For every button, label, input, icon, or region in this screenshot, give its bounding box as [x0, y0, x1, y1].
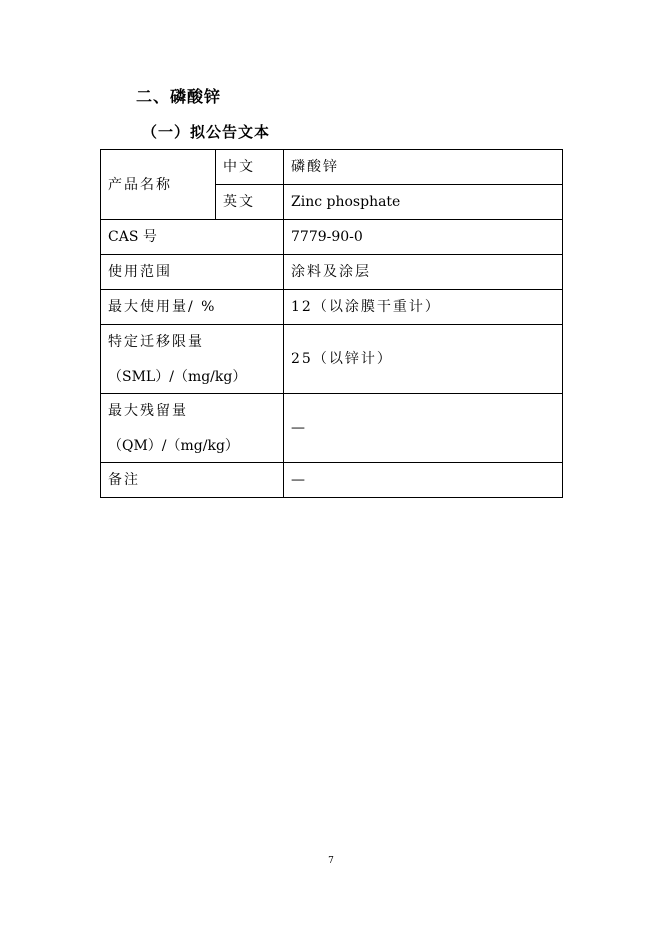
- remarks-value: —: [284, 463, 563, 498]
- table-row-max-usage: [101, 290, 563, 325]
- scope-value: 涂料及涂层: [284, 255, 563, 290]
- section-heading: 二、磷酸锌: [136, 87, 222, 106]
- table-row-remarks: [101, 463, 563, 498]
- qm-label-line2: （QM）/（mg/kg）: [108, 437, 239, 454]
- table-row-cas: [101, 220, 563, 255]
- table-row-scope: [101, 255, 563, 290]
- english-label: 英文: [216, 185, 284, 220]
- scope-label: 使用范围: [101, 255, 284, 290]
- table-row-sml: [101, 325, 563, 394]
- chinese-label: 中文: [216, 150, 284, 185]
- sml-value: 25（以锌计）: [284, 325, 563, 394]
- announcement-table: [100, 149, 563, 498]
- english-value: Zinc phosphate: [284, 185, 563, 220]
- qm-label: [101, 394, 284, 463]
- cas-value: 7779-90-0: [284, 220, 563, 255]
- qm-label-line1: 最大残留量: [108, 402, 188, 419]
- table-row-qm: [101, 394, 563, 463]
- max-usage-value: 12（以涂膜干重计）: [284, 290, 563, 325]
- page-number: 7: [328, 856, 334, 866]
- sml-label-line2: （SML）/（mg/kg）: [108, 368, 247, 385]
- sml-label: [101, 325, 284, 394]
- chinese-value: 磷酸锌: [284, 150, 563, 185]
- product-name-label: 产品名称: [101, 150, 216, 220]
- cas-label: CAS 号: [101, 220, 284, 255]
- sml-label-line1: 特定迁移限量: [108, 333, 204, 350]
- max-usage-label: 最大使用量/ %: [101, 290, 284, 325]
- subsection-heading: （一）拟公告文本: [142, 123, 271, 141]
- remarks-label: 备注: [101, 463, 284, 498]
- qm-value: —: [284, 394, 563, 463]
- table-row-product-chinese: [101, 150, 563, 185]
